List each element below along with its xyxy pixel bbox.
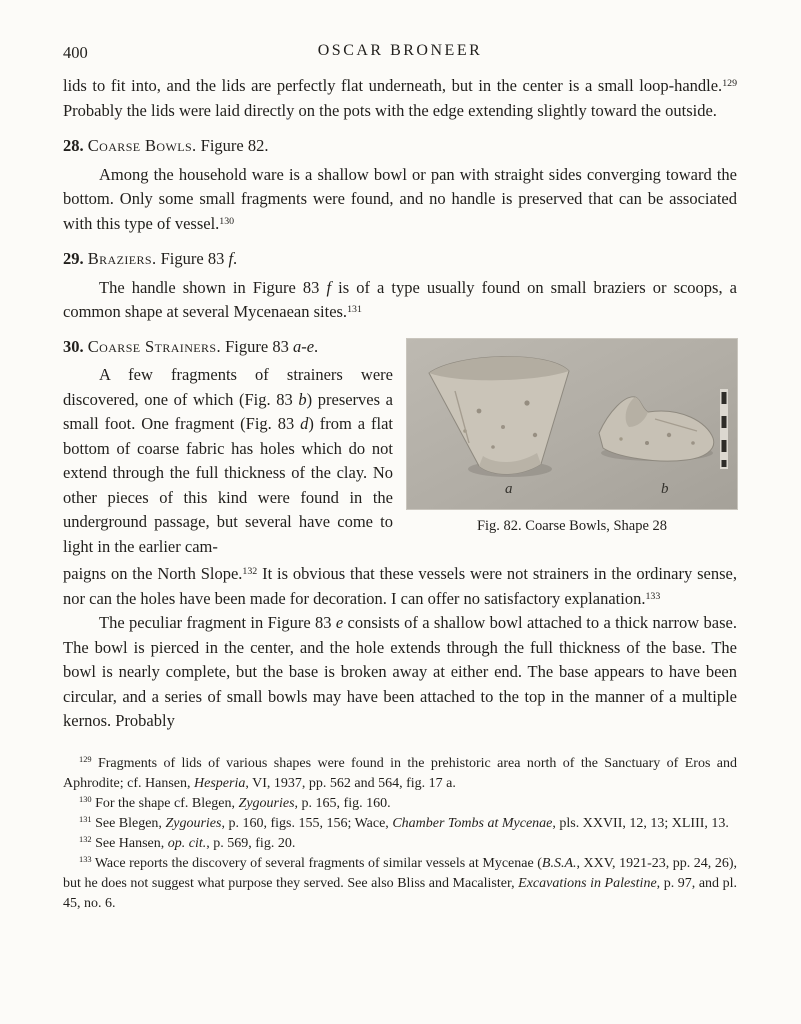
footnote-131: $^{131}$ See Blegen, Zygouries, p. 160, figs. 155, 156; Wace, Chamber Tombs at Mycenae, pls. XXVII, 12, 13; XLIII, 13. [79,814,729,831]
figure-82-photo [407,339,737,509]
paragraph-braziers: The handle shown in Figure 83 f is of a type usually found on small braziers or scoops, a common shape at several Mycenaean sites.$^{131}$ [63,277,737,321]
page-number: 400 [63,43,88,62]
paragraph-strainers-continued: paigns on the North Slope.$^{132}$ It is obvious that these vessels were not strainers in the ordinary sense, nor can the holes have been made for decoration. I can offer no satisfactory explanation.$^{133}$ [63,564,737,608]
scale-bar [720,389,728,469]
figure-caption: Fig. 82. Coarse Bowls, Shape 28 [476,517,668,534]
figure-82 [407,339,737,560]
paragraph-strainers-left: A few fragments of strainers were discovered, one of which (Fig. 83 b) preserves a small foot. One fragment (Fig. 83 d) from a flat bottom of coarse fabric has holes which do not extend through the full thickness of the clay. No other pieces of this kind were found in the underground passage, but several have come to light in the earlier cam- [63,365,393,556]
page-header [63,40,737,66]
footnote-129: $^{129}$ Fragments of lids of various shapes were found in the prehistoric area north of the Sanctuary of Eros and Aphrodite; cf. Hansen, Hesperia, VI, 1937, pp. 562 and 564, fig. 17 a. [63,754,737,791]
paragraph-kernos: The peculiar fragment in Figure 83 e consists of a shallow bowl attached to a thick narrow base. The bowl is pierced in the center, and the hole extends through the full thickness of the base. The bowl is nearly complete, but the base is broken away at either end. The base appears to have been circular, and a series of small bowls may have been attached to the top in the manner of a multiple kernos. Probably [63,613,738,730]
paragraph-coarse-bowls: Among the household ware is a shallow bowl or pan with straight sides converging toward the bottom. Only some small fragments were found, and no handle is preserved that can be associated with this type of vessel.$^{130}$ [63,164,737,233]
footnote-130: $^{130}$ For the shape cf. Blegen, Zygouries, p. 165, fig. 160. [79,794,391,811]
section-heading-28: 28. Coarse Bowls. Figure 82. [63,136,269,155]
figure-text-row [63,335,737,560]
figure-label-a: a [505,480,513,497]
paragraph-lids: lids to fit into, and the lids are perfectly flat underneath, but in the center is a small loop-handle.$^{129}$ Probably the lids were laid directly on the pots with the edge extending slightly toward the outside. [63,76,737,120]
page-body [63,74,737,734]
footnote-132: $^{132}$ See Hansen, op. cit., p. 569, fig. 20. [79,834,296,851]
section-heading-30: 30. Coarse Strainers. Figure 83 a-e. [63,336,319,356]
footnote-133: $^{133}$ Wace reports the discovery of several fragments of similar vessels at Mycenae (B.S.A., XXV, 1921-23, pp. 24, 26), but he does not suggest what purpose they served. See also Bliss and Macalister, Excavations in Palestine, p. 97, and pl. 45, no. 6. [63,854,737,911]
footnotes-block [63,754,737,914]
left-text-column [63,335,393,560]
section-heading-29: 29. Braziers. Figure 83 f. [63,249,238,268]
figure-label-b: b [661,480,669,497]
running-head-title: OSCAR BRONEER [317,42,483,59]
